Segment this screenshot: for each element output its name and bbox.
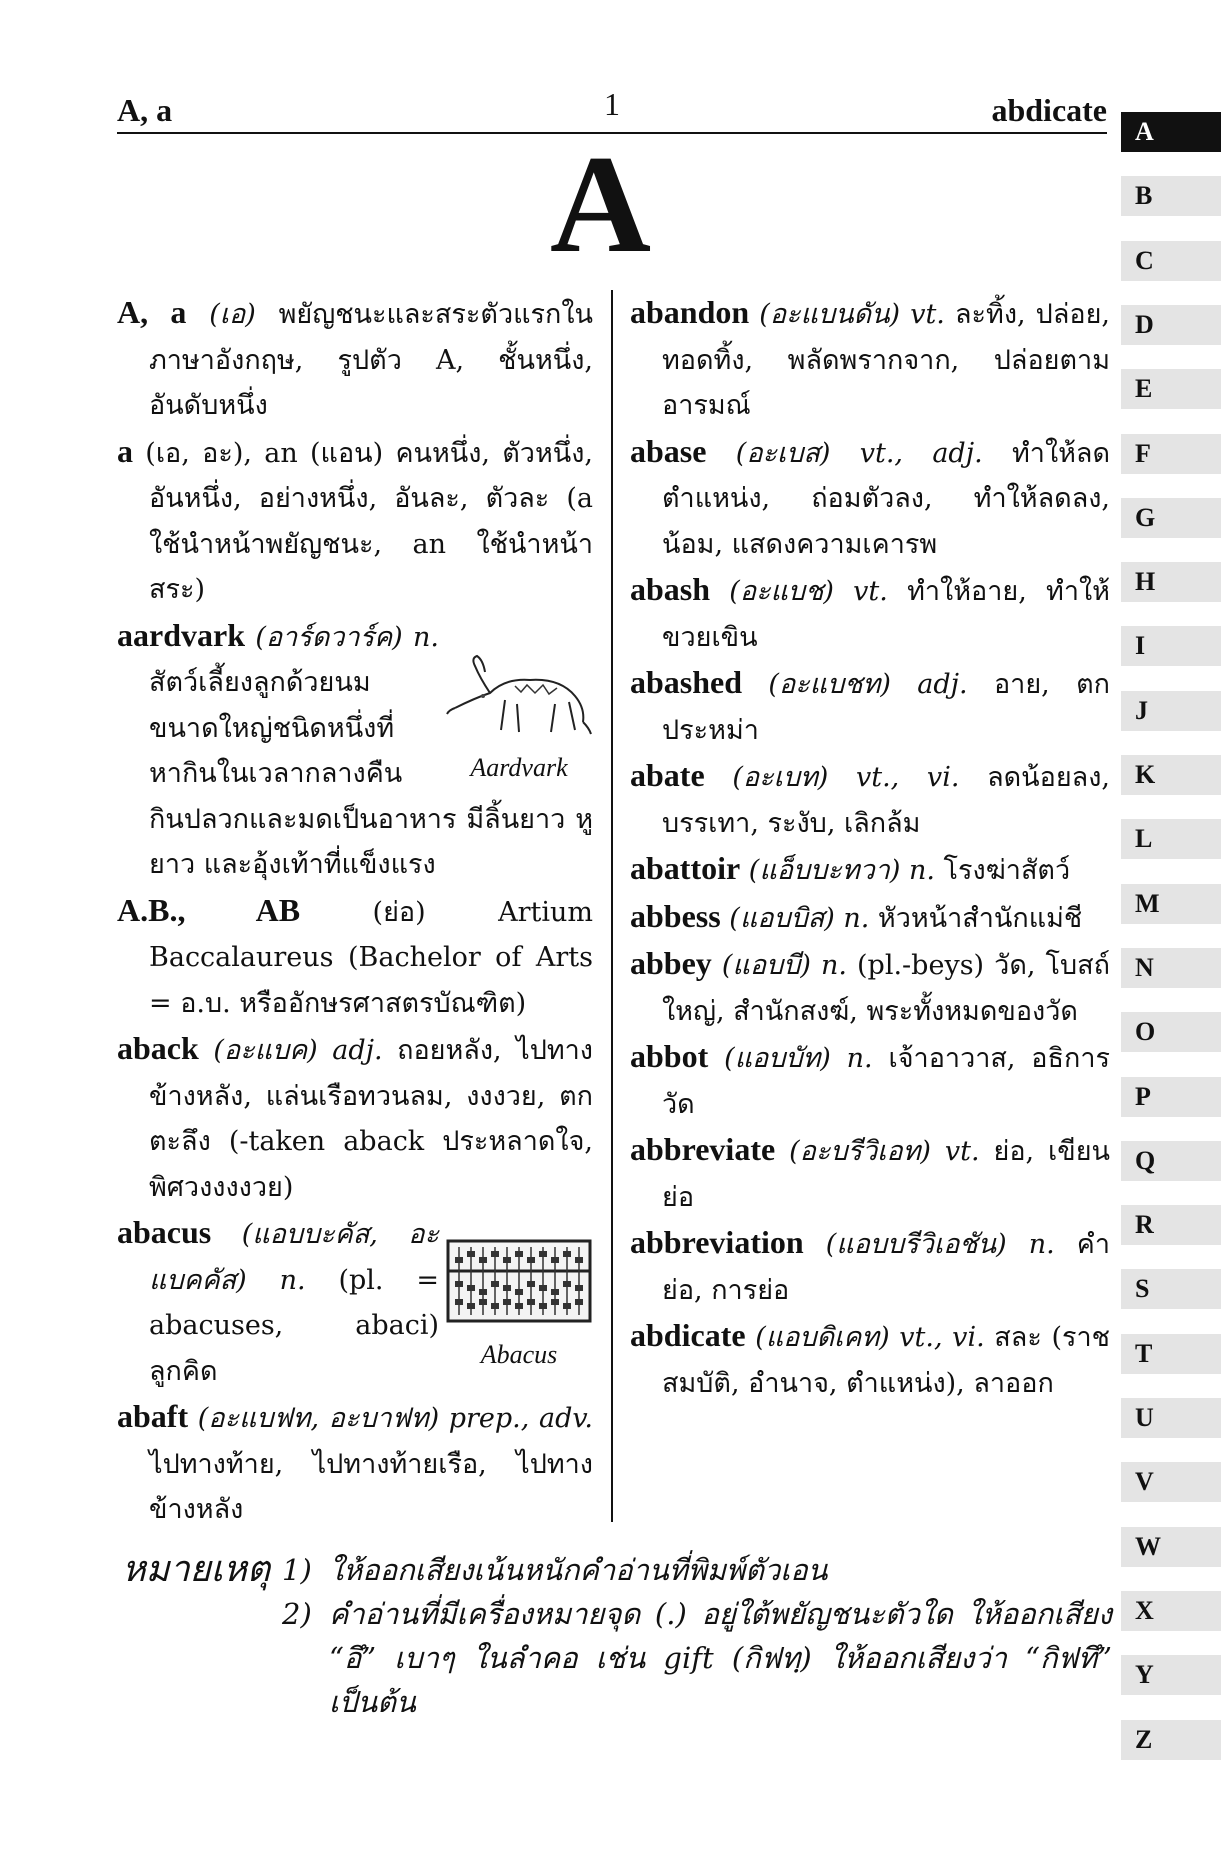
definition: สละ (ราชสมบัติ, อำนาจ, ตำแหน่ง), ลาออก: [662, 1322, 1110, 1399]
headword: aback: [117, 1030, 199, 1066]
part-of-speech: n.: [279, 1264, 306, 1296]
thumb-tab-c[interactable]: C: [1121, 241, 1221, 281]
note-number: 1): [282, 1553, 312, 1587]
part-of-speech: vt., vi.: [855, 762, 960, 793]
page-number: 1: [604, 86, 620, 122]
part-of-speech: vt.: [910, 299, 945, 330]
headword: abbey: [630, 945, 712, 981]
entry-figure: [445, 619, 593, 783]
part-of-speech: n.: [908, 855, 935, 886]
pronunciation: (อะแบฟท, อะบาฟท): [197, 1403, 440, 1434]
part-of-speech: adj.: [332, 1035, 383, 1066]
thumb-tab-h[interactable]: H: [1121, 562, 1221, 602]
definition: (pl.-beys) วัด, โบสถ์ใหญ่, สำนักสงฆ์, พระทั้งหมดของวัด: [662, 950, 1110, 1027]
definition: เจ้าอาวาส, อธิการวัด: [662, 1043, 1110, 1120]
left-column: [117, 290, 593, 1533]
pronunciation: (อะแบค): [213, 1035, 318, 1066]
pronunciation: (อะแบช): [729, 576, 834, 607]
thumb-tab-s[interactable]: S: [1121, 1269, 1221, 1309]
definition: ละทิ้ง, ปล่อย, ทอดทิ้ง, พลัดพรากจาก, ปล่อยตามอารมณ์: [662, 299, 1110, 421]
note-number: 2): [282, 1597, 312, 1631]
headword: abbess: [630, 897, 721, 934]
dictionary-entry: [117, 613, 593, 888]
pronunciation: (อะเบส): [735, 437, 831, 469]
aardvark-illustration: [445, 623, 593, 753]
dictionary-entry: [630, 894, 1110, 942]
part-of-speech: vt.: [944, 1136, 980, 1167]
part-of-speech: prep., adv.: [448, 1403, 593, 1434]
dictionary-entry: [630, 290, 1110, 429]
thumb-tab-a[interactable]: A: [1121, 112, 1221, 152]
thumb-tab-y[interactable]: Y: [1121, 1655, 1221, 1695]
note-item: [282, 1592, 1112, 1724]
definition: ทำให้ลดตำแหน่ง, ถ่อมตัวลง, ทำให้ลดลง, น้อม, แสดงความเคารพ: [662, 437, 1111, 560]
entry-figure: [445, 1216, 593, 1370]
dictionary-entry: [630, 660, 1110, 753]
column-divider: [611, 290, 613, 1522]
part-of-speech: n.: [820, 950, 847, 981]
headword: abaft: [117, 1398, 189, 1434]
dictionary-entry: [117, 429, 593, 613]
definition: อาย, ตกประหม่า: [662, 669, 1110, 746]
thumb-tab-u[interactable]: U: [1121, 1398, 1221, 1438]
dictionary-entry: [117, 1210, 593, 1394]
headword: abashed: [630, 664, 743, 700]
pronunciation: (อะบรีวิเอท): [789, 1136, 931, 1167]
thumb-tab-x[interactable]: X: [1121, 1591, 1221, 1631]
headword: aardvark: [117, 616, 245, 653]
dictionary-entry: [630, 1127, 1110, 1220]
dictionary-entry: [117, 1026, 593, 1210]
pronunciation: (อะแบชท): [768, 669, 891, 700]
headword: abacus: [117, 1214, 212, 1250]
thumb-tab-l[interactable]: L: [1121, 819, 1221, 859]
thumb-tab-n[interactable]: N: [1121, 948, 1221, 988]
part-of-speech: adj.: [917, 669, 968, 700]
headword: abattoir: [630, 850, 741, 886]
figure-caption: Aardvark: [470, 752, 568, 782]
definition: ทำให้อาย, ทำให้ขวยเขิน: [662, 576, 1110, 653]
headword: A, a: [117, 294, 187, 330]
pronunciation: (แอบบัท): [724, 1043, 831, 1074]
part-of-speech: n.: [1028, 1229, 1055, 1260]
pronunciation: (อาร์ดวาร์ค): [255, 621, 403, 653]
thumb-tab-g[interactable]: G: [1121, 498, 1221, 538]
definition: พยัญชนะและสระตัวแรกในภาษาอังกฤษ, รูปตัว A, ชั้นหนึ่ง, อันดับหนึ่ง: [149, 299, 594, 421]
definition: ลดน้อยลง, บรรเทา, ระงับ, เลิกล้ม: [662, 762, 1110, 839]
dictionary-entry: [630, 567, 1110, 660]
thumb-tab-v[interactable]: V: [1121, 1462, 1221, 1502]
thumb-tab-i[interactable]: I: [1121, 626, 1221, 666]
dictionary-entry: [117, 1394, 593, 1533]
pronunciation: (อะแบนดัน): [759, 299, 901, 330]
pronunciation: (แอบบรีวิเอชัน): [825, 1229, 1007, 1260]
headword: abbot: [630, 1038, 709, 1074]
dictionary-entry: [630, 846, 1110, 894]
part-of-speech: n.: [843, 902, 870, 934]
headword: abase: [630, 432, 707, 469]
definition: โรงฆ่าสัตว์: [934, 855, 1071, 886]
headword: abdicate: [630, 1317, 746, 1353]
headword: abbreviate: [630, 1131, 776, 1167]
note-items: [282, 1548, 1112, 1724]
dictionary-entry: [117, 888, 593, 1027]
headword: a: [117, 432, 133, 469]
definition: หัวหน้าสำนักแม่ชี: [869, 902, 1083, 934]
thumb-tab-o[interactable]: O: [1121, 1012, 1221, 1052]
thumb-tab-b[interactable]: B: [1121, 176, 1221, 216]
part-of-speech: vt., vi.: [899, 1322, 985, 1353]
dictionary-entry: [630, 429, 1110, 568]
abacus-illustration: [445, 1222, 593, 1340]
pronunciation: (แอบบี): [721, 950, 811, 981]
thumb-tab-j[interactable]: J: [1121, 691, 1221, 731]
part-of-speech: n.: [846, 1043, 873, 1074]
note-label: หมายเหตุ: [122, 1549, 271, 1590]
part-of-speech: vt.: [853, 576, 888, 607]
note-text: ให้ออกเสียงเน้นหนักคำอ่านที่พิมพ์ตัวเอน: [329, 1553, 828, 1587]
part-of-speech: n.: [413, 621, 439, 653]
headword: abash: [630, 571, 711, 607]
dictionary-entry: [630, 941, 1110, 1034]
thumb-tab-t[interactable]: T: [1121, 1334, 1221, 1374]
dictionary-entry: [630, 1220, 1110, 1313]
thumb-tab-z[interactable]: Z: [1121, 1720, 1221, 1760]
thumb-tab-p[interactable]: P: [1121, 1077, 1221, 1117]
section-letter: A: [549, 127, 652, 282]
definition: ย่อ, เขียนย่อ: [662, 1136, 1111, 1213]
definition: (ย่อ) Artium Baccalaureus (Bachelor of Arts = อ.บ. หรืออักษรศาสตรบัณฑิต): [149, 896, 593, 1019]
pronunciation: (แอ็บบะทวา): [748, 855, 901, 886]
dictionary-entry: [630, 1313, 1110, 1406]
thumb-tab-f[interactable]: F: [1121, 434, 1221, 474]
thumb-tab-e[interactable]: E: [1121, 369, 1221, 409]
headword: abate: [630, 757, 705, 793]
note-item: [282, 1548, 1112, 1592]
dictionary-entry: [117, 290, 593, 429]
definition: คำย่อ, การย่อ: [662, 1229, 1110, 1306]
headword: abbreviation: [630, 1224, 804, 1260]
pronunciation: (แอบดิเคท): [755, 1322, 890, 1353]
pronunciation: (แอบบะคัส, อะแบคคัส): [149, 1219, 439, 1296]
definition: สัตว์เลี้ยงลูกด้วยนมขนาดใหญ่ชนิดหนึ่งที่หากินในเวลากลางคืน กินปลวกและมดเป็นอาหาร มีลิ้นยาว หูยาว และอุ้งเท้าที่แข็งแรง: [149, 667, 593, 880]
pronunciation: (แอบบิส): [729, 902, 835, 934]
pronunciation: (เอ): [209, 299, 256, 330]
thumb-tab-d[interactable]: D: [1121, 305, 1221, 345]
pronunciation: (อะเบท): [732, 762, 829, 793]
thumb-tab-q[interactable]: Q: [1121, 1141, 1221, 1181]
right-guide-word: abdicate: [991, 92, 1107, 128]
definition: (เอ, อะ), an (แอน) คนหนึ่ง, ตัวหนึ่ง, อันหนึ่ง, อย่างหนึ่ง, อันละ, ตัวละ (a ใช้นำหน้าพยัญชนะ, an ใช้นำหน้าสระ): [133, 437, 593, 605]
thumb-tab-w[interactable]: W: [1121, 1527, 1221, 1567]
part-of-speech: vt., adj.: [859, 437, 983, 469]
thumb-tab-r[interactable]: R: [1121, 1205, 1221, 1245]
right-column: [630, 290, 1110, 1406]
definition: ไปทางท้าย, ไปทางท้ายเรือ, ไปทางข้างหลัง: [149, 1448, 593, 1525]
thumb-tab-m[interactable]: M: [1121, 884, 1221, 924]
note-text: คำอ่านที่มีเครื่องหมายจุด (.) อยู่ใต้พยัญชนะตัวใด ให้ออกเสียง “อึ” เบาๆ ในลำคอ เช่น gift (กิฟทฺ) ให้ออกเสียงว่า “กิฟทึ” เป็นต้น: [329, 1597, 1112, 1719]
headword: A.B., AB: [117, 891, 301, 928]
definition: (pl. = abacuses, abaci) ลูกคิด: [149, 1264, 439, 1387]
dictionary-entry: [630, 1034, 1110, 1127]
thumb-tab-k[interactable]: K: [1121, 755, 1221, 795]
definition: ถอยหลัง, ไปทางข้างหลัง, แล่นเรือทวนลม, งงงวย, ตกตะลึง (-taken aback ประหลาดใจ, พิศวงงงงวย): [149, 1035, 593, 1203]
dictionary-entry: [630, 753, 1110, 846]
headword: abandon: [630, 294, 750, 330]
figure-caption: Abacus: [480, 1340, 558, 1369]
left-guide-word: A, a: [117, 92, 173, 128]
